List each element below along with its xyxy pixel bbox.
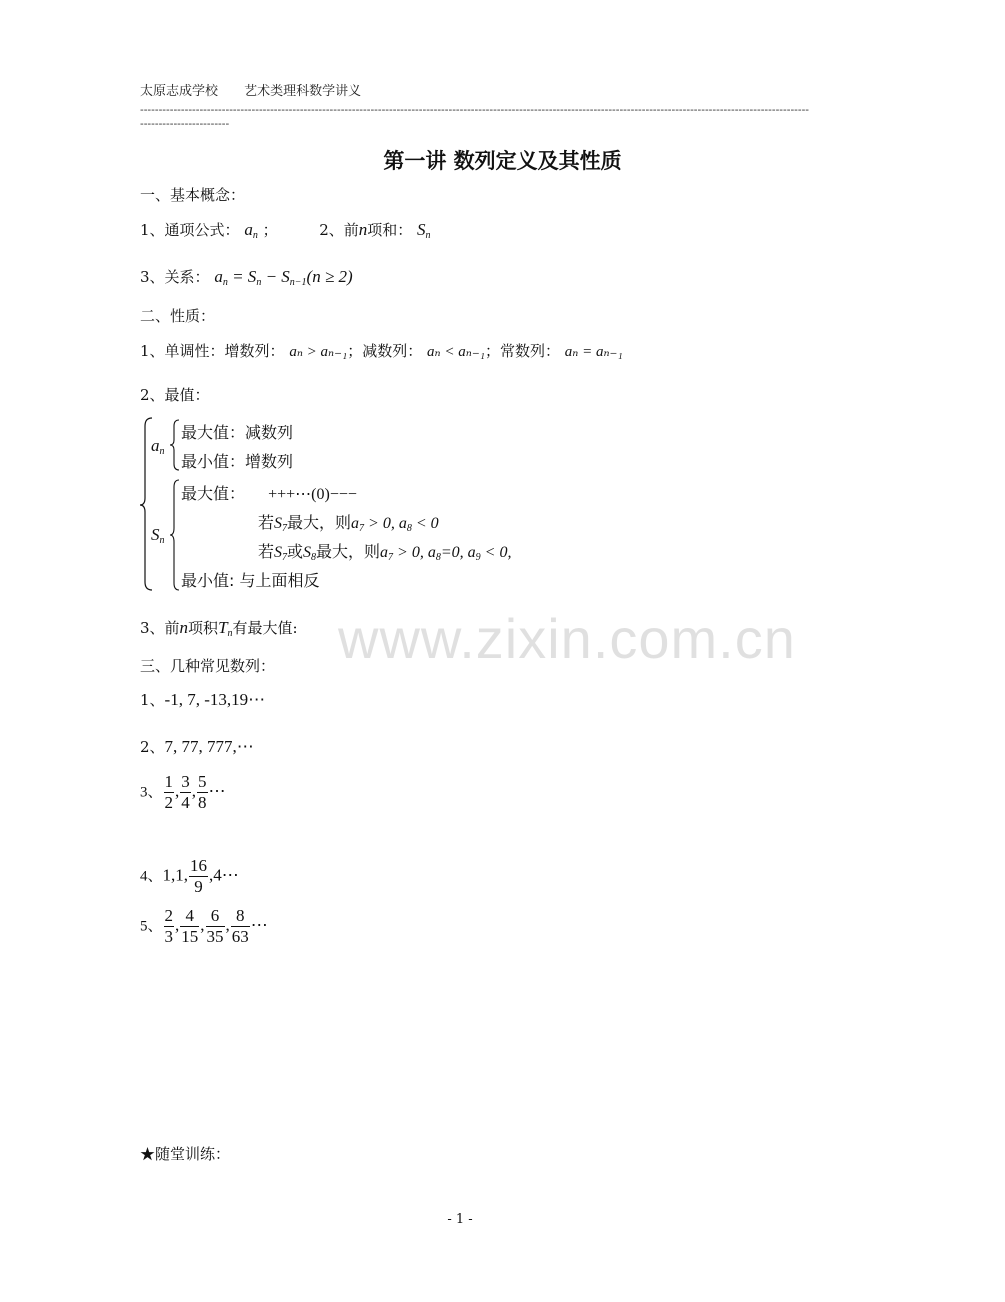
an-min: 最小值：增数列 [181,452,294,471]
sequence-4: 4、1,1, $\frac{16}{9}$ ,4⋯ [140,856,239,896]
general-term-symbol: $a_n$ [244,220,258,241]
partial-sum-n: n [358,220,368,239]
item-general-term [140,219,431,241]
seq5-frac-1: $\frac{2}{3}$ [164,906,174,946]
sequence-1-terms: -1, 7, -13,19⋯ [164,690,266,709]
monotonicity-label: 1、单调性：增数列： [140,342,285,360]
sn-case-1: 若$S_7$最大，则$a_7 > 0$, $a_8 < 0$ [258,513,439,534]
seq5-frac-4: $\frac{8}{63}$ [231,906,249,946]
decreasing-label: ；减数列： [347,342,423,360]
relation-label: 3、关系： [140,268,210,286]
page-header [140,80,361,99]
page-number: - 1 - [447,1212,473,1227]
decreasing-formula: aₙ < aₙ₋₁ [427,344,485,360]
header-divider: ------------------------------------------------------------------------------------------------------------------------------------------------------------------------------------ [140,103,810,116]
seq3-frac-2: $\frac{3}{4}$ [181,772,190,812]
sn-symbol: $S_n$ [151,525,165,546]
partial-sum-label: 2、前 [319,221,359,239]
partial-sum-mid: 项和： [367,221,413,239]
sequence-3: 3、 $\frac{1}{2}$ , $\frac{3}{4}$ , $\frac{5}{8}$ ⋯ [140,772,226,812]
section-3-heading: 三、几种常见数列： [140,657,276,675]
increasing-formula: aₙ > aₙ₋₁ [289,344,348,360]
relation-formula: $a_n = S_n - S_{n-1}(n \ge 2)$ [214,267,353,288]
sn-min: 最小值: 与上面相反 [181,571,320,590]
sequence-2: 2、7, 77, 777,⋯ [140,737,254,756]
sequence-5: 5、 $\frac{2}{3}$ , $\frac{4}{15}$ , $\frac{6}{35}$ , $\frac{8}{63}$ ⋯ [140,906,268,946]
general-term-end: ； [262,221,278,239]
sn-max: 最大值： +++⋯(0)−−− [181,484,357,503]
constant-formula: aₙ = aₙ₋₁ [564,344,623,360]
seq5-frac-2: $\frac{4}{15}$ [181,906,199,946]
practice-heading: ★随堂训练： [140,1145,231,1163]
an-max: 最大值：减数列 [181,423,294,442]
seq3-frac-1: $\frac{1}{2}$ [164,772,174,812]
section-2-heading: 二、性质： [140,307,216,325]
constant-label: ；常数列： [484,342,560,360]
an-symbol: $a_n$ [151,436,165,457]
item-monotonicity [140,340,623,361]
header-school: 太原志成学校 [140,84,219,99]
header-divider-tail: ------------------------ [140,117,230,130]
watermark: www.zixin.com.cn [338,607,796,670]
item-relation [140,266,353,288]
item-product: 3、前n项积$T_n$有最大值: [140,618,298,639]
header-course: 艺术类理科数学讲义 [244,84,362,99]
partial-sum-symbol: $S_n$ [417,220,431,241]
sequence-1: 1、-1, 7, -13,19⋯ [140,690,266,709]
extreme-heading: 2、最值： [140,386,210,404]
section-1-heading: 一、基本概念： [140,186,246,204]
seq3-frac-3: $\frac{5}{8}$ [198,772,207,812]
general-term-label: 1、通项公式： [140,221,240,239]
sequence-2-terms: 7, 77, 777,⋯ [164,737,254,756]
seq4-frac: $\frac{16}{9}$ [190,856,208,896]
seq5-frac-3: $\frac{6}{35}$ [206,906,224,946]
sn-sign-pattern: +++⋯(0)−−− [268,486,357,503]
sn-case-2: 若$S_7$或$S_8$最大，则$a_7 > 0$, $a_8=0$, $a_9 < 0$, [258,542,512,563]
page-title: 第一讲 数列定义及其性质 [383,148,622,173]
